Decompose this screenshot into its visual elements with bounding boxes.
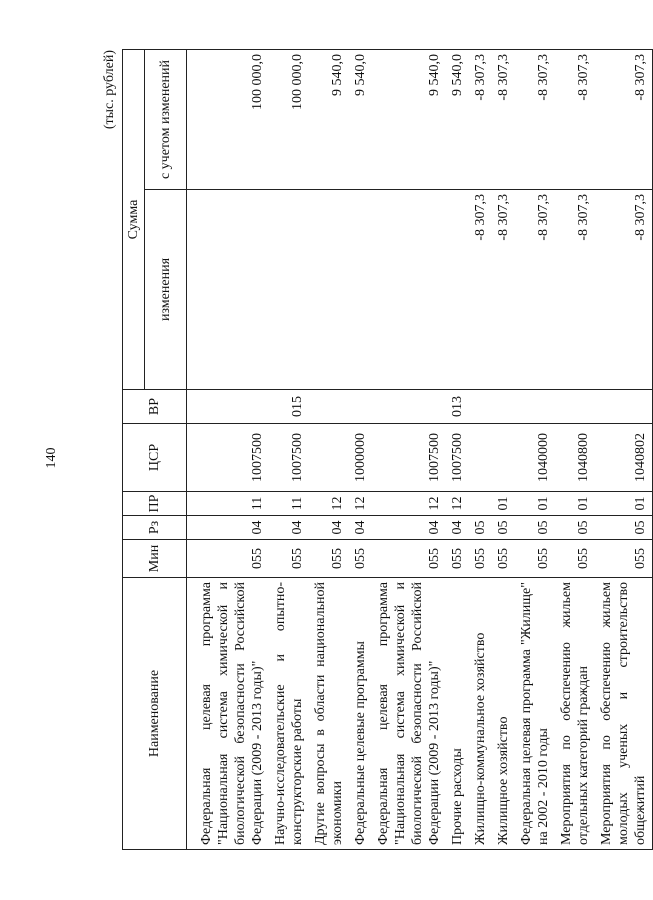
cell-vr [492, 390, 515, 424]
cell-csr: 1007500 [195, 424, 269, 492]
page-number: 140 [44, 447, 59, 469]
col-header-name: Наименование [123, 578, 187, 850]
cell-with-change: -8 307,3 [469, 50, 492, 190]
cell-pr: 01 [595, 492, 653, 516]
col-header-csr: ЦСР [123, 424, 187, 492]
cell-pr: 12 [309, 492, 349, 516]
table-row [372, 50, 446, 850]
cell-name: Жилищное хозяйство [492, 578, 515, 850]
cell-vr [555, 390, 595, 424]
cell-name: Жилищно-коммунальное хозяйство [469, 578, 492, 850]
cell-vr [469, 390, 492, 424]
cell-csr [309, 424, 349, 492]
cell-change [446, 190, 469, 390]
col-header-min: Мин [123, 540, 187, 578]
table-row [469, 50, 492, 850]
cell-csr [492, 424, 515, 492]
cell-csr: 1040000 [515, 424, 555, 492]
cell-rz: 04 [309, 516, 349, 540]
budget-sheet [100, 50, 648, 850]
cell-min: 055 [349, 540, 372, 578]
cell-csr: 1007500 [269, 424, 309, 492]
cell-min: 055 [309, 540, 349, 578]
cell-vr [515, 390, 555, 424]
cell-min: 055 [555, 540, 595, 578]
cell-vr [309, 390, 349, 424]
cell-change: -8 307,3 [469, 190, 492, 390]
cell-name: Другие вопросы в области национальной экономики [309, 578, 349, 850]
cell-pr: 01 [555, 492, 595, 516]
col-header-rz: Рз [123, 516, 187, 540]
table-row [349, 50, 372, 850]
cell-change [309, 190, 349, 390]
cell-rz: 05 [492, 516, 515, 540]
cell-pr: 01 [515, 492, 555, 516]
cell-change: -8 307,3 [555, 190, 595, 390]
table-row [446, 50, 469, 850]
col-header-with-change: с учетом изменений [145, 50, 187, 190]
cell-min: 055 [195, 540, 269, 578]
budget-table [122, 49, 653, 850]
cell-vr: 013 [446, 390, 469, 424]
cell-name: Федеральные целевые программы [349, 578, 372, 850]
cell-vr [349, 390, 372, 424]
cell-with-change: 9 540,0 [372, 50, 446, 190]
cell-with-change: -8 307,3 [555, 50, 595, 190]
cell-rz: 04 [349, 516, 372, 540]
cell-min: 055 [515, 540, 555, 578]
cell-min: 055 [446, 540, 469, 578]
cell-name: Научно-исследовательские и опытно-конструкторские работы [269, 578, 309, 850]
cell-with-change: 100 000,0 [195, 50, 269, 190]
cell-min: 055 [595, 540, 653, 578]
cell-rz: 04 [372, 516, 446, 540]
cell-pr: 12 [349, 492, 372, 516]
cell-min: 055 [372, 540, 446, 578]
cell-change: -8 307,3 [492, 190, 515, 390]
cell-with-change: 9 540,0 [349, 50, 372, 190]
table-body [187, 50, 653, 850]
cell-rz: 04 [446, 516, 469, 540]
cell-name: Федеральная целевая программа "Национальная система химической и биологической безопасности Российской Федерации (2009 - 2013 годы)" [372, 578, 446, 850]
cell-rz: 05 [555, 516, 595, 540]
cell-csr: 1007500 [372, 424, 446, 492]
cell-vr [372, 390, 446, 424]
cell-pr: 11 [195, 492, 269, 516]
cell-change [349, 190, 372, 390]
cell-with-change: 100 000,0 [269, 50, 309, 190]
cell-rz: 05 [469, 516, 492, 540]
cell-vr [195, 390, 269, 424]
cell-pr [469, 492, 492, 516]
table-row [492, 50, 515, 850]
cell-with-change: 9 540,0 [446, 50, 469, 190]
cell-with-change: 9 540,0 [309, 50, 349, 190]
cell-name: Мероприятия по обеспечению жильем молодых ученых и строительство общежитий [595, 578, 653, 850]
col-header-pr: ПР [123, 492, 187, 516]
col-header-sum: Сумма [123, 50, 145, 390]
cell-name: Федеральная целевая программа "Национальная система химической и биологической безопасности Российской Федерации (2009 - 2013 годы)" [195, 578, 269, 850]
cell-change [195, 190, 269, 390]
table-row [515, 50, 555, 850]
cell-csr [469, 424, 492, 492]
col-header-change: изменения [145, 190, 187, 390]
cell-change: -8 307,3 [595, 190, 653, 390]
table-row [595, 50, 653, 850]
cell-rz: 05 [515, 516, 555, 540]
cell-with-change: -8 307,3 [492, 50, 515, 190]
cell-change [269, 190, 309, 390]
cell-min: 055 [469, 540, 492, 578]
cell-min: 055 [492, 540, 515, 578]
cell-change: -8 307,3 [515, 190, 555, 390]
cell-min: 055 [269, 540, 309, 578]
cell-rz: 04 [269, 516, 309, 540]
cell-name: Мероприятия по обеспечению жильем отдельных категорий граждан [555, 578, 595, 850]
cell-change [372, 190, 446, 390]
table-row [195, 50, 269, 850]
cell-rz: 04 [195, 516, 269, 540]
cell-csr: 1040800 [555, 424, 595, 492]
table-row [269, 50, 309, 850]
col-header-vr: ВР [123, 390, 187, 424]
cell-csr: 1007500 [446, 424, 469, 492]
cell-with-change: -8 307,3 [595, 50, 653, 190]
cell-csr: 1000000 [349, 424, 372, 492]
table-row [309, 50, 349, 850]
cell-rz: 05 [595, 516, 653, 540]
cell-pr: 01 [492, 492, 515, 516]
units-note: (тыс. рублей) [102, 50, 117, 130]
cell-name: Прочие расходы [446, 578, 469, 850]
table-row [555, 50, 595, 850]
cell-vr: 015 [269, 390, 309, 424]
cell-with-change: -8 307,3 [515, 50, 555, 190]
cell-vr [595, 390, 653, 424]
cell-csr: 1040802 [595, 424, 653, 492]
cell-pr: 11 [269, 492, 309, 516]
cell-pr: 12 [446, 492, 469, 516]
cell-name: Федеральная целевая программа "Жилище" на 2002 - 2010 годы [515, 578, 555, 850]
cell-pr: 12 [372, 492, 446, 516]
